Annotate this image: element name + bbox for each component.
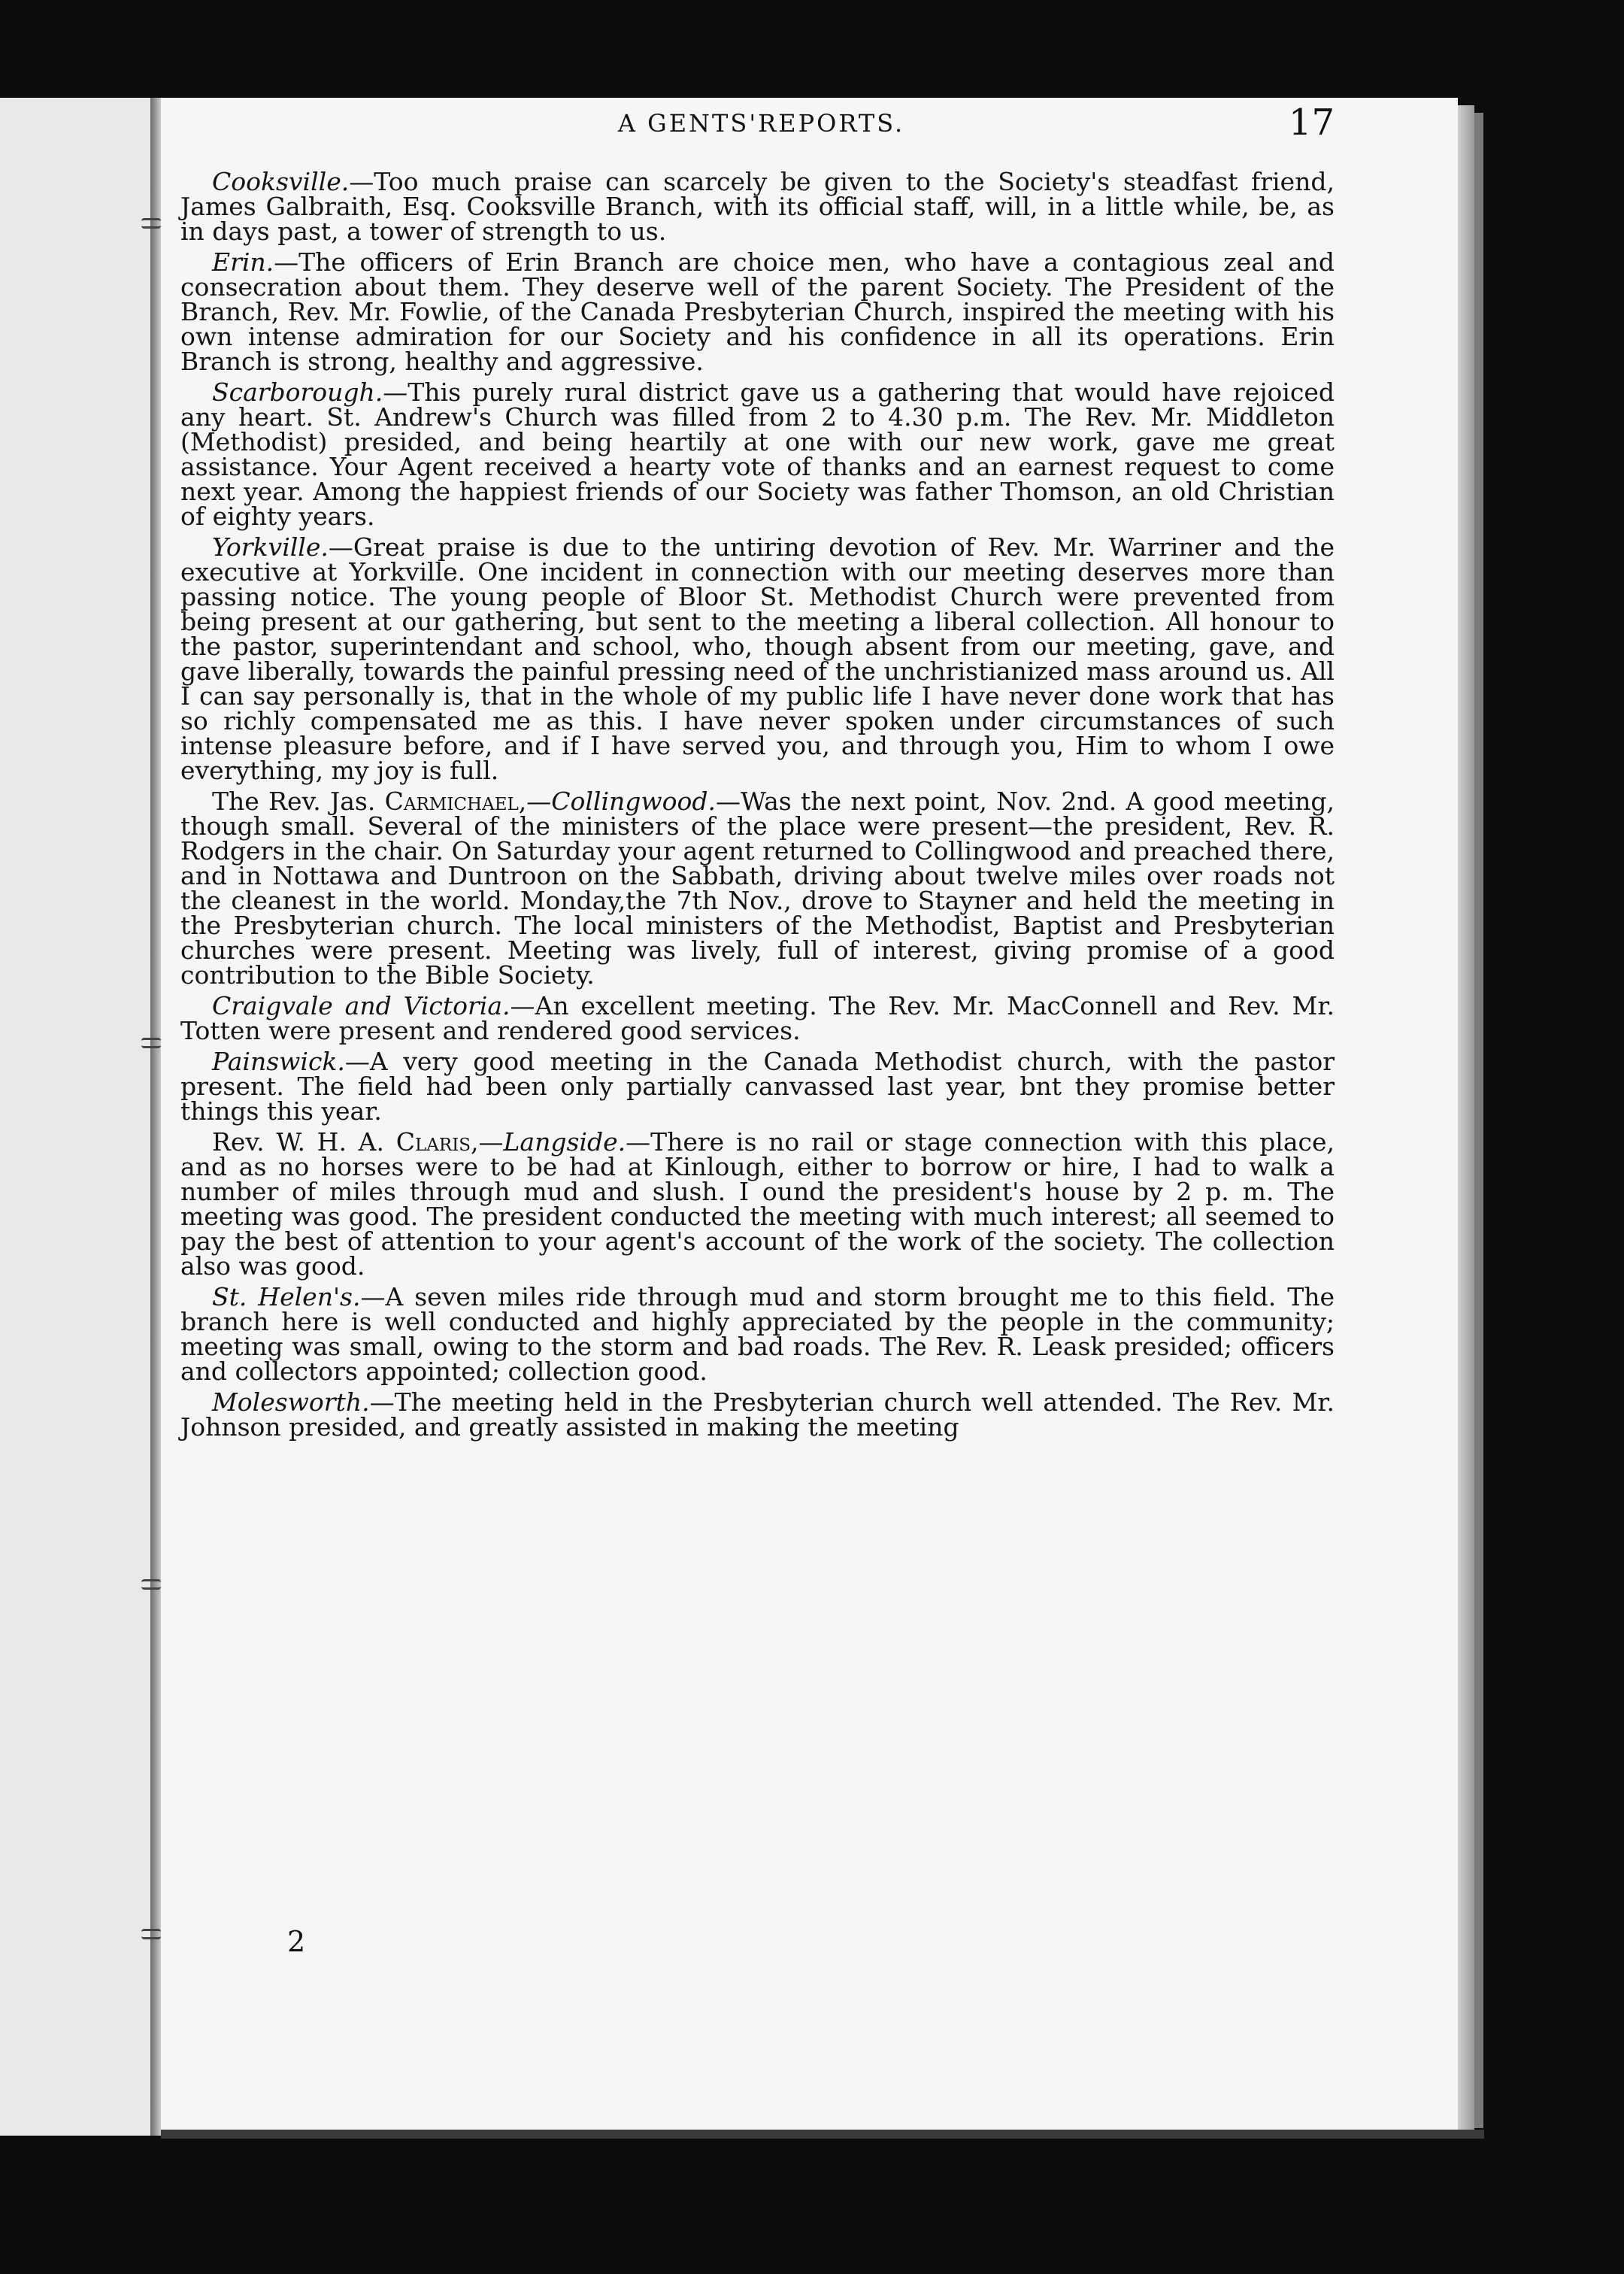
page-edge-shadow (1474, 113, 1483, 2128)
agent-prefix: Rev. W. H. A. (212, 1127, 396, 1157)
report-paragraph (180, 377, 1335, 531)
dash: — (716, 787, 741, 816)
page-number: 17 (1288, 102, 1335, 144)
dash: — (369, 1387, 395, 1417)
place-heading: Erin. (212, 247, 274, 277)
place-heading: Molesworth. (212, 1387, 370, 1417)
report-paragraph (180, 247, 1335, 376)
paragraph-text: Too much praise can scarcely be given to the Society's steadfast friend, James Galbraith, Esq. Cooksville Branch, with its official staff, will, in a little while, be, as in days past, a tower of strength to us. (180, 167, 1335, 246)
place-heading: St. Helen's. (212, 1282, 361, 1311)
dash: — (274, 247, 299, 277)
signature-mark: 2 (287, 1925, 306, 1958)
page-edge (1458, 105, 1474, 2132)
binding-stitch (141, 218, 161, 229)
report-paragraph (180, 1387, 1335, 1442)
paragraph-text: An excellent meeting. The Rev. Mr. MacConnell and Rev. Mr. Totten were present and rendered good services. (180, 991, 1335, 1045)
report-paragraph (180, 1127, 1335, 1281)
agent-name: Claris (395, 1127, 471, 1157)
report-paragraph (180, 169, 1335, 244)
dash: ,— (471, 1127, 504, 1157)
report-paragraph (180, 787, 1335, 990)
report-body (180, 169, 1335, 1445)
page-header (188, 102, 1335, 162)
place-heading: Cooksville. (212, 167, 350, 196)
agent-name: Carmichael (384, 787, 519, 816)
dash: — (383, 377, 408, 407)
place-heading: Painswick. (212, 1047, 345, 1076)
dash: — (344, 1047, 370, 1076)
agent-prefix: The Rev. Jas. (212, 787, 385, 816)
binding-stitch (141, 1038, 161, 1048)
dash: — (626, 1127, 651, 1157)
place-heading: Langside. (503, 1127, 626, 1157)
dash: — (328, 532, 353, 562)
report-paragraph (180, 532, 1335, 785)
place-heading: Scarborough. (212, 377, 383, 407)
binding-stitch (141, 1579, 161, 1590)
place-heading: Craigvale and Victoria. (212, 991, 511, 1020)
paragraph-text: Great praise is due to the untiring devotion of Rev. Mr. Warriner and the executive at Yorkville. One incident in connection with our meeting deserves more than passing notice. The young people of Bloor St. Methodist Church were prevented from being present at our gathering, but sent to the meeting a liberal collection. All honour to the pastor, superintendant and school, who, though absent from our meeting, gave, and gave liberally, towards the painful pressing need of the unchristianized mass around us. All I can say personally is, that in the whole of my public life I have never done work that has so richly compensated me as this. I have never spoken under circumstances of such intense pleasure before, and if I have served you, and through you, Him to whom I owe everything, my joy is full. (180, 532, 1335, 785)
paragraph-text: The meeting held in the Presbyterian church well attended. The Rev. Mr. Johnson presided, and greatly assisted in making the meeting (180, 1387, 1335, 1442)
report-paragraph (180, 993, 1335, 1043)
paragraph-text: A very good meeting in the Canada Methodist church, with the pastor present. The field had been only partially canvassed last year, bnt they promise better things this year. (180, 1047, 1335, 1126)
place-heading: Yorkville. (212, 532, 329, 562)
report-paragraph (180, 1047, 1335, 1126)
binding-stitch (141, 1929, 161, 1939)
paragraph-text: A seven miles ride through mud and storm brought me to this field. The branch here is well conducted and highly appreciated by the people in the community; meeting was small, owing to the storm and bad roads. The Rev. R. Leask presided; officers and collectors appointed; collection good. (180, 1282, 1335, 1386)
paragraph-text: There is no rail or stage connection with this place, and as no horses were to be had at Kinlough, either to borrow or hire, I had to walk a number of miles through mud and slush. I ound the president's house by 2 p. m. The meeting was good. The president conducted the meeting with much interest; all seemed to pay the best of attention to your agent's account of the work of the society. The collection also was good. (180, 1127, 1335, 1281)
paragraph-text: This purely rural district gave us a gathering that would have rejoiced any heart. St. Andrew's Church was filled from 2 to 4.30 p.m. The Rev. Mr. Middleton (Methodist) presided, and being heartily at one with our new work, gave me great assistance. Your Agent received a hearty vote of thanks and an earnest request to come next year. Among the happiest friends of our Society was father Thomson, an old Christian of eighty years. (180, 377, 1335, 531)
dash: — (349, 167, 374, 196)
dash: — (510, 991, 535, 1020)
place-heading: Collingwood. (551, 787, 717, 816)
page-bottom-shadow (161, 2130, 1484, 2139)
paragraph-text: The officers of Erin Branch are choice men, who have a contagious zeal and consecration about them. They deserve well of the parent Society. The President of the Branch, Rev. Mr. Fowlie, of the Canada Presbyterian Church, inspired the meeting with his own intense admiration for our Society and his confidence in all its operations. Erin Branch is strong, healthy and aggressive. (180, 247, 1335, 376)
running-title: A GENTS'REPORTS. (617, 109, 905, 138)
dash: ,— (518, 787, 552, 816)
dash: — (360, 1282, 386, 1311)
report-paragraph (180, 1284, 1335, 1384)
facing-page (0, 98, 153, 2136)
paragraph-text: Was the next point, Nov. 2nd. A good meeting, though small. Several of the ministers of the place were present—the president, Rev. R. Rodgers in the chair. On Saturday your agent returned to Collingwood and preached there, and in Nottawa and Duntroon on the Sabbath, driving about twelve miles over roads not the cleanest in the world. Monday,the 7th Nov., drove to Stayner and held the meeting in the Presbyterian church. The local ministers of the Methodist, Baptist and Presbyterian churches were present. Meeting was lively, full of interest, giving promise of a good contribution to the Bible Society. (180, 787, 1335, 990)
